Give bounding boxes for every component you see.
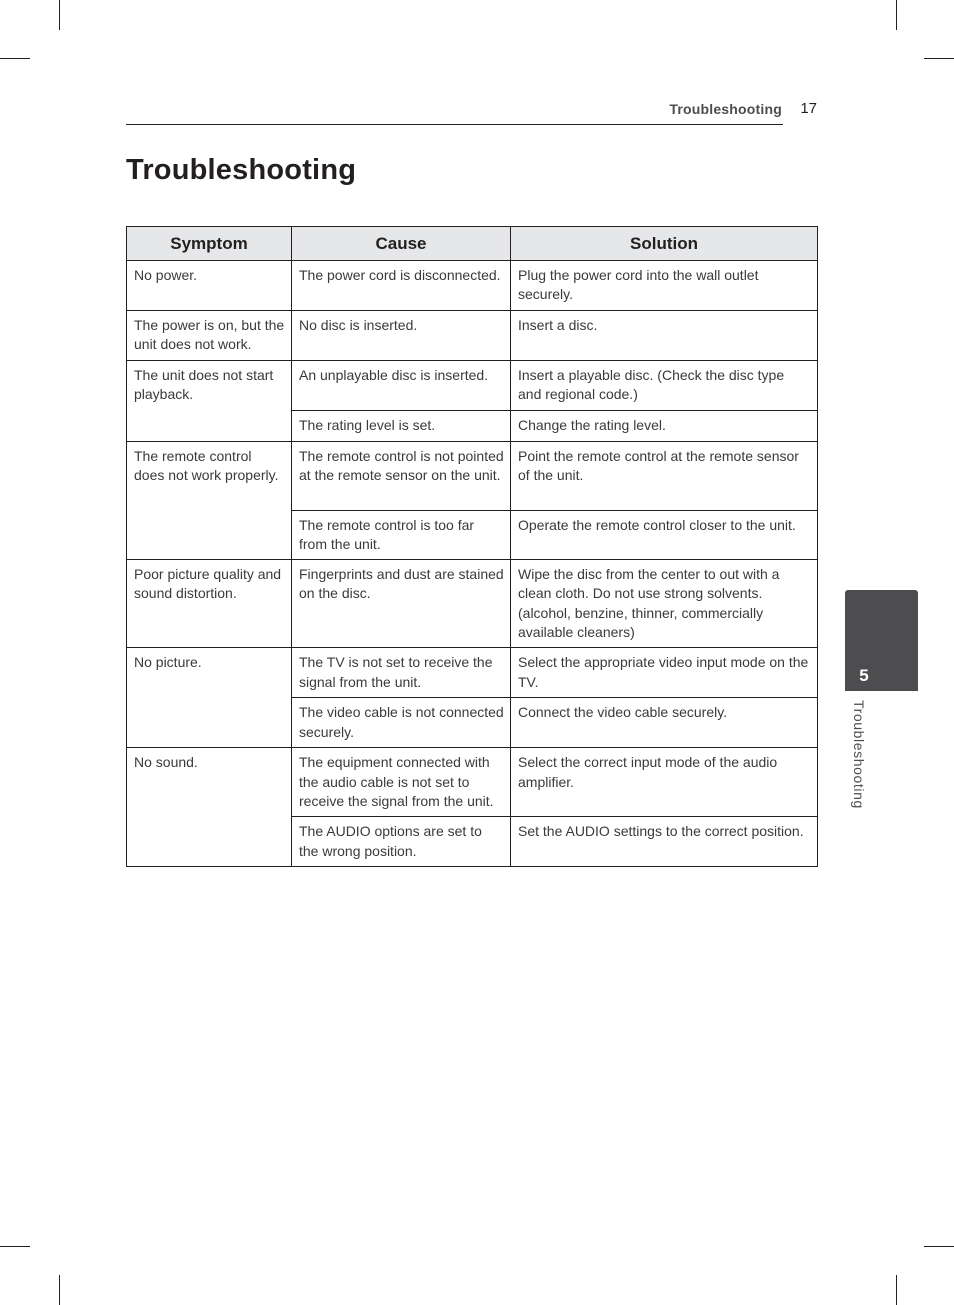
table-row xyxy=(127,748,818,817)
solution-cell: Wipe the disc from the center to out with a clean cloth. Do not use strong solvents. (alcohol, benzine, thinner, commercially available cleaners) xyxy=(511,560,818,648)
crop-mark xyxy=(896,0,897,30)
header-section-title: Troubleshooting xyxy=(669,101,782,117)
cause-cell: Fingerprints and dust are stained on the disc. xyxy=(292,560,511,648)
solution-cell: Point the remote control at the remote sensor of the unit. xyxy=(511,441,818,510)
symptom-cell: No power. xyxy=(127,261,292,311)
symptom-cell: Poor picture quality and sound distortion. xyxy=(127,560,292,648)
header-rule xyxy=(126,124,783,125)
crop-mark xyxy=(0,1246,30,1247)
symptom-cell: The unit does not start playback. xyxy=(127,360,292,441)
cause-cell: The video cable is not connected securely. xyxy=(292,698,511,748)
crop-mark xyxy=(924,1246,954,1247)
symptom-cell: The power is on, but the unit does not work. xyxy=(127,311,292,361)
troubleshooting-table xyxy=(126,226,818,867)
solution-cell: Set the AUDIO settings to the correct position. xyxy=(511,817,818,867)
table-row xyxy=(127,360,818,410)
cause-cell: The remote control is too far from the unit. xyxy=(292,510,511,560)
chapter-label: Troubleshooting xyxy=(851,700,867,809)
cause-cell: The rating level is set. xyxy=(292,410,511,441)
symptom-cell: No picture. xyxy=(127,648,292,748)
solution-cell: Select the correct input mode of the audio amplifier. xyxy=(511,748,818,817)
running-header xyxy=(126,100,817,124)
table-row xyxy=(127,311,818,361)
crop-mark xyxy=(896,1275,897,1305)
cause-cell: An unplayable disc is inserted. xyxy=(292,360,511,410)
cause-cell: The equipment connected with the audio cable is not set to receive the signal from the unit. xyxy=(292,748,511,817)
solution-cell: Select the appropriate video input mode on the TV. xyxy=(511,648,818,698)
table-row xyxy=(127,648,818,698)
page-title: Troubleshooting xyxy=(126,154,357,186)
table-row xyxy=(127,560,818,648)
crop-mark xyxy=(59,1275,60,1305)
cause-cell: The remote control is not pointed at the remote sensor on the unit. xyxy=(292,441,511,510)
chapter-number: 5 xyxy=(859,666,869,685)
crop-mark xyxy=(59,0,60,30)
chapter-tab xyxy=(845,590,918,691)
cause-cell: The TV is not set to receive the signal from the unit. xyxy=(292,648,511,698)
table-row xyxy=(127,441,818,510)
table-header-row xyxy=(127,227,818,261)
cause-cell: No disc is inserted. xyxy=(292,311,511,361)
symptom-cell: No sound. xyxy=(127,748,292,867)
crop-mark xyxy=(924,58,954,59)
solution-cell: Insert a playable disc. (Check the disc type and regional code.) xyxy=(511,360,818,410)
solution-cell: Change the rating level. xyxy=(511,410,818,441)
header-symptom: Symptom xyxy=(127,227,292,261)
solution-cell: Insert a disc. xyxy=(511,311,818,361)
table-row xyxy=(127,261,818,311)
page-number: 17 xyxy=(800,100,817,117)
crop-mark xyxy=(0,58,30,59)
solution-cell: Operate the remote control closer to the unit. xyxy=(511,510,818,560)
cause-cell: The AUDIO options are set to the wrong position. xyxy=(292,817,511,867)
header-cause: Cause xyxy=(292,227,511,261)
solution-cell: Plug the power cord into the wall outlet securely. xyxy=(511,261,818,311)
header-solution: Solution xyxy=(511,227,818,261)
symptom-cell: The remote control does not work properly. xyxy=(127,441,292,560)
cause-cell: The power cord is disconnected. xyxy=(292,261,511,311)
solution-cell: Connect the video cable securely. xyxy=(511,698,818,748)
